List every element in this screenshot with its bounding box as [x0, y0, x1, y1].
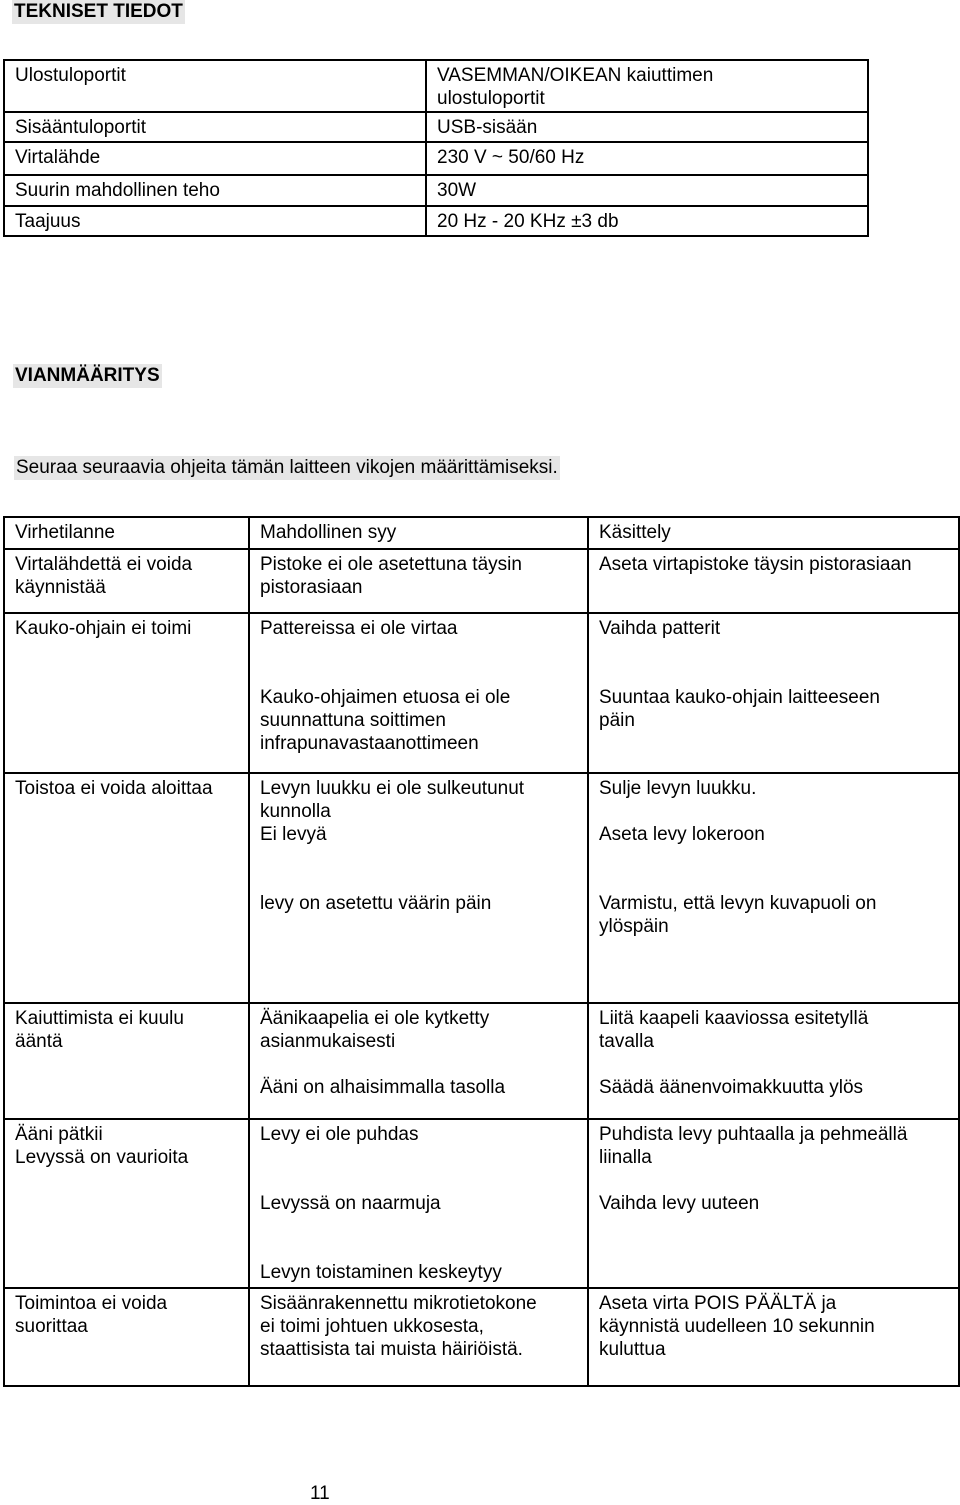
tech-value: 230 V ~ 50/60 Hz: [426, 142, 868, 175]
tech-label: Taajuus: [4, 206, 426, 236]
header-problem: Virhetilanne: [4, 517, 249, 549]
tech-value: USB-sisään: [426, 112, 868, 142]
table-row: [4, 112, 868, 142]
table-row: [4, 206, 868, 236]
tech-label: Ulostuloportit: [4, 60, 426, 112]
diag-table: [3, 516, 960, 1387]
cause-cell: Levyn luukku ei ole sulkeutunut kunnolla Ei levyä levy on asetettu väärin päin: [249, 773, 588, 1003]
fix-cell: Sulje levyn luukku. Aseta levy lokeroon Varmistu, että levyn kuvapuoli on ylöspäin: [588, 773, 959, 1003]
table-row: [4, 142, 868, 175]
table-row: [4, 1119, 959, 1288]
table-row: [4, 175, 868, 206]
problem-cell: Kaiuttimista ei kuulu ääntä: [4, 1003, 249, 1119]
fix-cell: Puhdista levy puhtaalla ja pehmeällä liinalla Vaihda levy uuteen: [588, 1119, 959, 1288]
table-row: [4, 613, 959, 773]
diag-heading: VIANMÄÄRITYS: [15, 365, 160, 386]
table-row: [4, 517, 959, 549]
fix-cell: Aseta virtapistoke täysin pistorasiaan: [588, 549, 959, 613]
tech-value: VASEMMAN/OIKEAN kaiuttimen ulostuloportit: [426, 60, 868, 112]
problem-cell: Toistoa ei voida aloittaa: [4, 773, 249, 1003]
diag-intro: Seuraa seuraavia ohjeita tämän laitteen vikojen määrittämiseksi.: [16, 457, 558, 478]
tech-label: Sisääntuloportit: [4, 112, 426, 142]
table-row: [4, 549, 959, 613]
problem-cell: Kauko-ohjain ei toimi: [4, 613, 249, 773]
table-row: [4, 1288, 959, 1386]
cause-cell: Äänikaapelia ei ole kytketty asianmukaisesti Ääni on alhaisimmalla tasolla: [249, 1003, 588, 1119]
tech-value: 30W: [426, 175, 868, 206]
tech-label: Suurin mahdollinen teho: [4, 175, 426, 206]
cause-cell: Pistoke ei ole asetettuna täysin pistorasiaan: [249, 549, 588, 613]
fix-cell: Aseta virta POIS PÄÄLTÄ ja käynnistä uudelleen 10 sekunnin kuluttua: [588, 1288, 959, 1386]
problem-cell: Virtalähdettä ei voida käynnistää: [4, 549, 249, 613]
table-row: [4, 1003, 959, 1119]
cause-cell: Pattereissa ei ole virtaa Kauko-ohjaimen etuosa ei ole suunnattuna soittimen infrapunavastaanottimeen: [249, 613, 588, 773]
fix-cell: Liitä kaapeli kaaviossa esitetyllä tavalla Säädä äänenvoimakkuutta ylös: [588, 1003, 959, 1119]
tech-heading: TEKNISET TIEDOT: [14, 1, 183, 22]
tech-value: 20 Hz - 20 KHz ±3 db: [426, 206, 868, 236]
problem-cell: Ääni pätkii Levyssä on vaurioita: [4, 1119, 249, 1288]
header-cause: Mahdollinen syy: [249, 517, 588, 549]
cause-cell: Sisäänrakennettu mikrotietokone ei toimi johtuen ukkosesta, staattisista tai muista häiriöistä.: [249, 1288, 588, 1386]
table-row: [4, 60, 868, 112]
page-number: 11: [310, 1483, 330, 1504]
fix-cell: Vaihda patterit Suuntaa kauko-ohjain laitteeseen päin: [588, 613, 959, 773]
tech-label: Virtalähde: [4, 142, 426, 175]
header-fix: Käsittely: [588, 517, 959, 549]
problem-cell: Toimintoa ei voida suorittaa: [4, 1288, 249, 1386]
table-row: [4, 773, 959, 1003]
tech-table: [3, 59, 869, 237]
cause-cell: Levy ei ole puhdas Levyssä on naarmuja Levyn toistaminen keskeytyy: [249, 1119, 588, 1288]
